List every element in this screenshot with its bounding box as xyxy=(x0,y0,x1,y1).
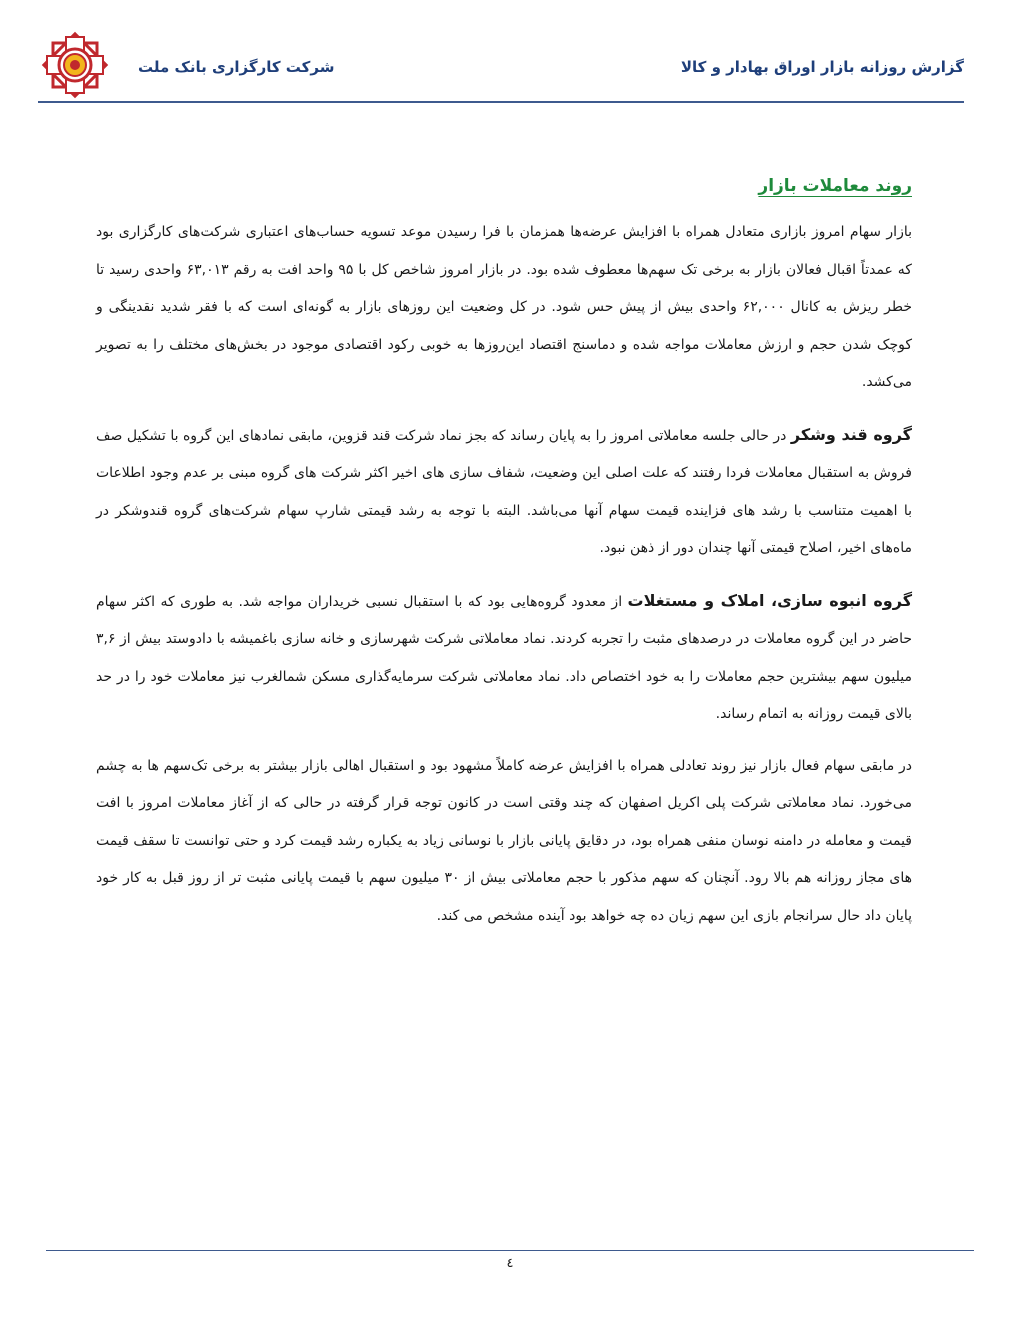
company-name: شرکت کارگزاری بانک ملت xyxy=(138,58,335,76)
paragraph-text: در حالی جلسه معاملاتی امروز را به پایان رساند که بجز نماد شرکت قند قزوین، مابقی نمادهای این گروه با تشکیل صف فروش به استقبال معاملات فردا رفتند که علت اصلی این وضعیت، شفاف سازی های اخیر اکثر شرکت های گروه مبنی بر عدم وجود اطلاعات با اهمیت متناسب با رشد های فزاینده قیمت سهام آنها می‌باشد. البته با توجه به رشد قیمتی شارپ سهام شرکت‌های گروه قندوشکر در ماه‌های اخیر، اصلاح قیمتی آنها چندان دور از ذهن نبود. xyxy=(96,427,912,556)
paragraph-text: از معدود گروه‌هایی بود که با استقبال نسبی خریداران مواجه شد. به طوری که اکثر سهام حاضر در این گروه معاملات در درصدهای مثبت را تجربه کردند. نماد معاملاتی شرکت شهرسازی و خانه سازی باغمیشه با دادوستد بیش از ۳,۶ میلیون سهم بیشترین حجم معاملات را به خود اختصاص داد. نماد معاملاتی شرکت سرمایه‌گذاری مسکن شمالغرب نیز معاملات خود را در حد بالای قیمت روزانه به اتمام رساند. xyxy=(96,593,912,722)
page-number: ٤ xyxy=(506,1256,514,1271)
paragraph-lead: گروه انبوه سازی، املاک و مستغلات xyxy=(627,590,912,610)
paragraph-other-stocks xyxy=(96,748,912,936)
report-title: گزارش روزانه بازار اوراق بهادار و کالا xyxy=(680,58,964,76)
paragraph-text: بازار سهام امروز بازاری متعادل همراه با افزایش عرضه‌ها همزمان با فرا رسیدن موعد تسویه حساب‌های اعتباری شرکت‌های کارگزاری بود که عمدتاً اقبال فعالان بازار به برخی تک سهم‌ها معطوف شده بود. در بازار امروز شاخص کل با ۹۵ واحد افت به رقم ۶۳,۰۱۳ واحدی رسید تا خطر ریزش به کانال ۶۲,۰۰۰ واحدی بیش از پیش حس شود. در کل وضعیت این روزهای بازار به گونه‌ای است که با فقر شدید نقدینگی و کوچک شدن حجم و ارزش معاملات مواجه شده و دماسنج اقتصاد این‌روزها به خوبی رکود اقتصادی موجود در بخش‌های مختلف را به تصویر می‌کشد. xyxy=(96,224,912,390)
bank-mellat-logo-icon xyxy=(38,28,112,102)
page-header xyxy=(38,28,964,100)
report-body xyxy=(96,168,912,949)
paragraph-lead: گروه قند وشکر xyxy=(790,424,912,444)
paragraph-construction-group xyxy=(96,582,912,734)
section-heading: روند معاملات بازار xyxy=(758,176,912,196)
paragraph-text: در مابقی سهام فعال بازار نیز روند تعادلی همراه با افزایش عرضه کاملاً مشهود بود و استقبال اهالی بازار بیشتر به برخی تک‌سهم ها به چشم می‌خورد. نماد معاملاتی شرکت پلی اکریل اصفهان که چند وقتی است در کانون توجه قرار گرفته در حالی که از آغاز معاملات امروز با افت قیمت و معامله در دامنه نوسان منفی همراه بود، در دقایق پایانی بازار با نوسانی زیاد به یکباره رشد قیمت کرد و حتی توانست تا سقف قیمت های مجاز روزانه هم بالا رود. آنچنان که سهم مذکور با حجم معاملاتی بیش از ۳۰ میلیون سهم با قیمت پایانی مثبت تر از روز قبل به کار خود پایان داد حال سرانجام بازی این سهم زیان ده چه خواهد بود آینده مشخص می کند. xyxy=(96,757,912,924)
footer-divider xyxy=(46,1250,974,1251)
header-divider xyxy=(38,101,964,103)
paragraph-market-overview xyxy=(96,214,912,402)
paragraph-sugar-group xyxy=(96,416,912,568)
